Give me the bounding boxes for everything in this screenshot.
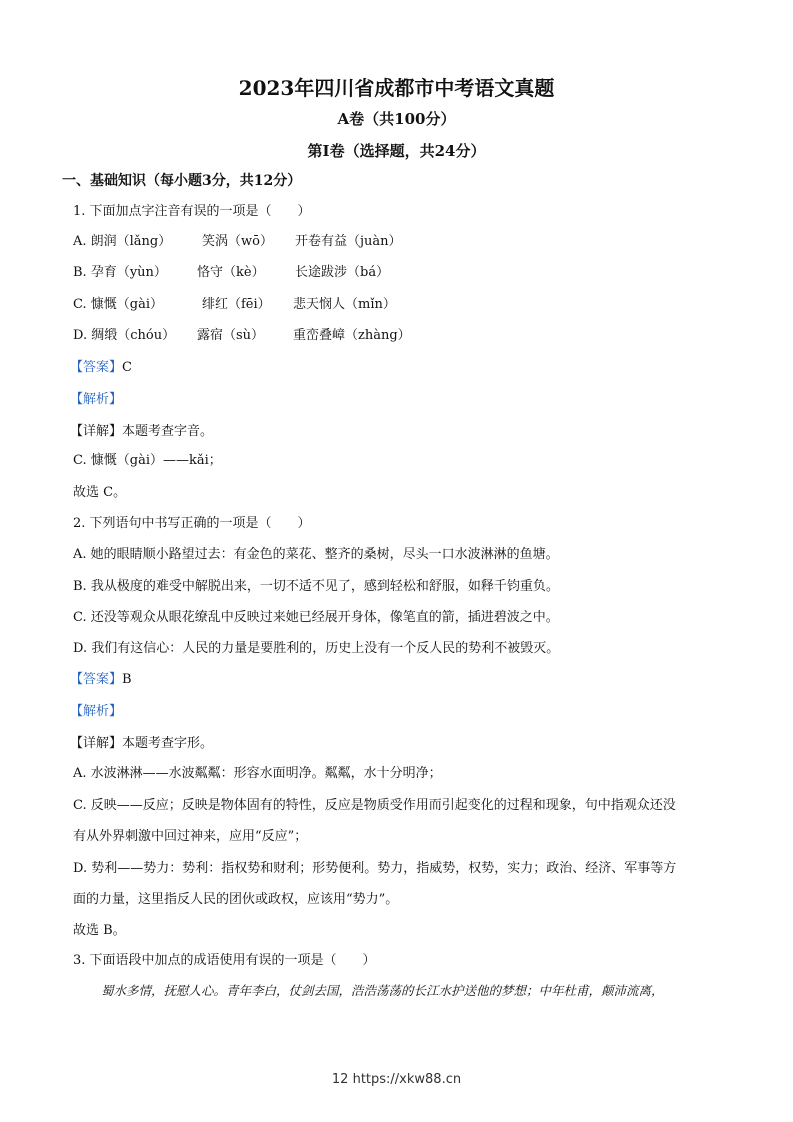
explanation-line: 面的力量，这里指反人民的团伙或政权，应该用“势力”。 xyxy=(73,892,399,907)
answer-label: 【答案】 xyxy=(70,360,123,375)
conclusion-line: 故选 B。 xyxy=(73,923,126,938)
section-heading: 一、基础知识（每小题3分，共12分） xyxy=(62,173,302,189)
option-a-col3: 开卷有益（juàn） xyxy=(295,234,402,249)
answer-value: C xyxy=(122,360,132,375)
conclusion-line: 故选 C。 xyxy=(73,485,127,500)
part-heading: 第Ⅰ卷（选择题，共24分） xyxy=(307,142,486,160)
document-title: 2023年四川省成都市中考语文真题 xyxy=(238,76,555,100)
explanation-line: 有从外界刺激中回过神来，应用“反应”； xyxy=(73,829,308,844)
option-c-col2: 绯红（fēi） xyxy=(202,297,271,312)
explanation-line: C. 慷慨（gài）——kǎi； xyxy=(73,453,222,468)
detail-line: 【详解】本题考查字音。 xyxy=(70,424,214,439)
option-b: B. 我从极度的难受中解脱出来，一切不适不见了，感到轻松和舒服，如释千钧重负。 xyxy=(73,579,559,594)
option-d-col2: 露宿（sù） xyxy=(197,328,265,343)
analysis-label: 【解析】 xyxy=(70,392,123,407)
option-a-col1: A. 朗润（lǎng） xyxy=(73,234,172,249)
question-3-passage: 蜀水多情，抚慰人心。青年李白，仗剑去国，浩浩荡荡的长江水护送他的梦想；中年杜甫，颠沛流离， xyxy=(101,983,664,998)
explanation-line: D. 势利——势力：势利：指权势和财利；形势便利。势力，指威势，权势，实力；政治、经济、军事等方 xyxy=(73,861,677,876)
option-a: A. 她的眼睛顺小路望过去：有金色的菜花、整齐的桑树，尽头一口水波淋淋的鱼塘。 xyxy=(73,547,559,562)
volume-heading: A卷（共100分） xyxy=(337,110,456,128)
option-a-col2: 笑涡（wō） xyxy=(202,234,273,249)
question-2-stem: 2. 下列语句中书写正确的一项是（ ） xyxy=(73,516,311,531)
explanation-line: C. 反映——反应；反映是物体固有的特性，反应是物质受作用而引起变化的过程和现象，句中指观众还没 xyxy=(73,798,676,813)
question-1-stem: 1. 下面加点字注音有误的一项是（ ） xyxy=(73,204,311,219)
answer-label: 【答案】 xyxy=(70,672,123,687)
option-c-col3: 悲天悯人（mǐn） xyxy=(293,297,396,312)
page-footer: 12 https://xkw88.cn xyxy=(331,1072,462,1087)
option-b-col1: B. 孕育（yùn） xyxy=(73,265,167,280)
option-d-col3: 重峦叠嶂（zhàng） xyxy=(293,328,411,343)
detail-line: 【详解】本题考查字形。 xyxy=(70,736,214,751)
answer-value: B xyxy=(122,672,132,687)
option-b-col2: 恪守（kè） xyxy=(197,265,265,280)
option-b-col3: 长途跋涉（bá） xyxy=(295,265,390,280)
analysis-label: 【解析】 xyxy=(70,704,123,719)
option-c: C. 还没等观众从眼花缭乱中反映过来她已经展开身体，像笔直的箭，插进碧波之中。 xyxy=(73,610,559,625)
answer-row xyxy=(70,359,132,377)
option-c-col1: C. 慷慨（gài） xyxy=(73,297,163,312)
answer-row xyxy=(70,671,132,689)
question-3-stem: 3. 下面语段中加点的成语使用有误的一项是（ ） xyxy=(73,953,376,968)
option-d: D. 我们有这信心：人民的力量是要胜利的，历史上没有一个反人民的势利不被毁灭。 xyxy=(73,641,560,656)
option-d-col1: D. 绸缎（chóu） xyxy=(73,328,176,343)
explanation-line: A. 水波淋淋——水波粼粼：形容水面明净。粼粼，水十分明净； xyxy=(73,766,442,781)
